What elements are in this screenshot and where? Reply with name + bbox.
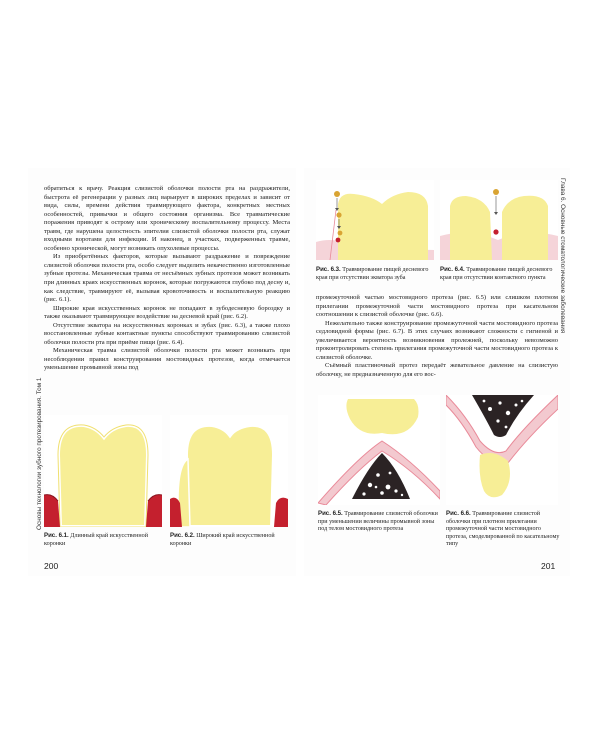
right-body-text: [316, 294, 558, 379]
right-page-number: 201: [541, 561, 556, 571]
paragraph: Нежелательно также конструирование промежуточной части мостовидного протеза седловидной формы (рис. 6.7). В этих случаях возникают сложности с гигиеной и увеличивается вероятность возникновения пролежней, поскольку невозможно проконтролировать степень прилегания промежуточной части мостовидного протеза к слизистой оболочке.: [316, 319, 558, 361]
paragraph: Отсутствие экватора на искусственных коронках и зубах (рис. 6.3), а также плохо восстановленные зубные контактные пункты способствуют травмированию слизистой оболочки полости рта при приёме пищи (рис. 6.4).: [44, 321, 290, 346]
paragraph: обратиться к врачу. Реакция слизистой оболочки полости рта на раздражители, быстрота её регенерации у разных лиц варьирует в широких пределах и зависит от вида, силы, времени действия травмирующего фактора, конкретных местных особенностей, привычки и общего состояния организма. Все травматические поражения приводят к острому или хроническому воспалительному процессу. Места травм, где нарушена целостность эпителия слизистой оболочки полости рта, служат входными воротами для инфекции. И наконец, в участках, подверженных травме, особенно хронической, могут возникать опухолевые процессы.: [44, 185, 290, 252]
figure-6-2-wide-crown-edge: [170, 415, 288, 527]
figure-6-2-caption: Рис. 6.2. Широкий край искусственной коронки: [170, 532, 275, 547]
figure-6-6-caption: Рис. 6.6. Травмирование слизистой оболочки при плотном прилегании промежуточной части мостовидного протеза, смоделированной по касательному типу: [446, 510, 560, 548]
paragraph: Из приобретённых факторов, которые вызывают раздражение и повреждение слизистой оболочки полости рта, особо следует выделить некачественно изготовленные зубные протезы. Механическая травма от несъёмных зубных протезов может возникать при длинных краях искусственных коронок, которые погружаются глубоко под десну и, как следствие, травмируют её, вызывая кровоточивость и воспалительную реакцию (рис. 6.1).: [44, 253, 290, 304]
figure-6-1-caption: Рис. 6.1. Длинный край искусственной коронки: [44, 532, 148, 547]
left-body-text: [44, 185, 290, 373]
right-running-title: Глава 6. Основные стоматологические заболевания: [559, 178, 566, 334]
paragraph: промежуточной частью мостовидного протеза (рис. 6.5) или слишком плотном прилегании промежуточной части мостовидного протеза при касательном соотношении к слизистой оболочке (рис. 6.6).: [316, 294, 558, 319]
figure-6-6-tangential-pontic: [446, 395, 558, 505]
figure-6-3-caption: Рис. 6.3. Травмирование пищей десневого края при отсутствии экватора зуба: [316, 266, 429, 281]
paragraph: Широкие края искусственных коронок не попадают в зубодесневую бороздку и также оказывают травмирующее воздействие на десневой край (рис. 6.2).: [44, 304, 290, 321]
figure-6-4-no-contact-point: [440, 180, 558, 260]
left-running-title: Основы технологии зубного протезирования. Том 1: [36, 377, 43, 530]
left-page-number: 200: [44, 561, 59, 571]
figure-6-5-reduced-flushing-zone: [318, 395, 440, 505]
paragraph: Съёмный пластиночный протез передаёт жевательное давление на слизистую оболочку, не предназначенную для его вос-: [316, 362, 558, 378]
paragraph: Механическая травма слизистой оболочки полости рта может возникать при несоблюдении правил конструирования мостовидных протезов, когда отмечается уменьшение промывной зоны под: [44, 347, 290, 372]
figure-6-5-caption: Рис. 6.5. Травмирование слизистой оболочки при уменьшении величины промывной зоны под телом мостовидного протеза: [318, 510, 438, 533]
figure-6-4-caption: Рис. 6.4. Травмирование пищей десневого края при отсутствии контактного пункта: [440, 266, 553, 281]
figure-6-1-long-crown-edge: [44, 415, 162, 527]
figure-6-3-no-equator: [316, 180, 434, 260]
